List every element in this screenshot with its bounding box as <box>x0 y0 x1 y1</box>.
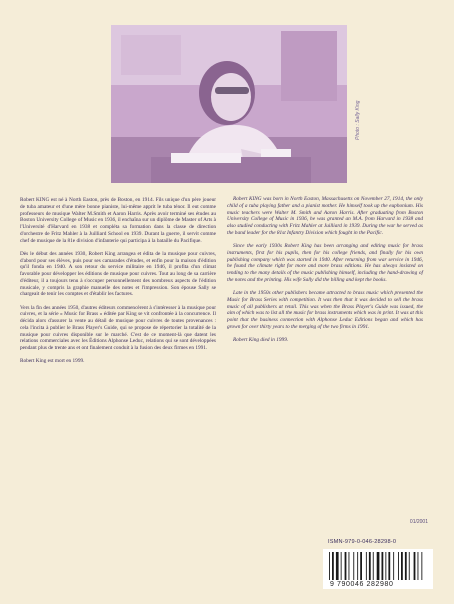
barcode-bar <box>398 552 399 580</box>
barcode-bar <box>393 552 394 580</box>
barcode-bar <box>329 552 330 580</box>
english-paragraph: Since the early 1930s Robert King has been arranging and editing music for brass instruments, first for his pupils, then for his college friends, and finally for his own publishing company which was started in 1940. After returning from war service in 1946, he found the climate right for more and more brass editions. He has always insisted on tending to the many details of the music publishing himself, including the hand-drawing of the notes and the printing. His wife Sally did the billing and kept the books. <box>227 243 423 283</box>
french-biography <box>20 197 216 372</box>
barcode-bar <box>409 552 410 580</box>
barcode-bar <box>341 552 342 580</box>
french-paragraph: Robert KING est né à North Easton, près de Boston, en 1914. Fils unique d'un père joueur de tuba amateur et d'une mère bonne pianiste, lui-même apprit le tuba ténor. Il eut comme professeurs de musique Walter M.Smith et Aaron Harris. Après avoir terminé ses études au Boston University College of Music en 1936, il enchaîna sur un diplôme de Master of Arts à l'Université d'Harvard en 1938 et compléta sa formation dans la classe de direction d'orchestre de Fritz Mahler à la Juilliard School en 1939. Durant la guerre, il servit comme chef de musique de la 81e division d'infanterie qui participa à la bataille du Pacifique. <box>20 197 216 244</box>
barcode-bar <box>421 552 422 580</box>
barcode-bar <box>418 552 419 580</box>
english-paragraph: Robert KING was born in North Easton, Massachusetts on November 27, 1914, the only child of a tuba playing father and a pianist mother. He himself took up the euphonium. His music teachers were Walter M. Smith and Aaron Harris. After graduating from Boston University College of Music in 1936, he was granted an M.A. from Harvard in 1938 and also studied conducting with Fritz Mahler at Juilliard in 1939. During the war he served as the band leader for the 81st Infantry Division which fought in the Pacific. <box>227 196 423 236</box>
barcode-bar <box>332 552 334 580</box>
barcode-bar <box>353 552 354 580</box>
photo-illustration <box>111 25 347 183</box>
barcode-bar <box>377 552 380 580</box>
barcode-bar <box>345 552 347 580</box>
barcode-bar <box>360 552 362 580</box>
english-biography <box>227 196 423 350</box>
english-paragraph: Robert King died in 1999. <box>233 337 289 343</box>
french-paragraph: Dès le début des années 1930, Robert King arrangea et édita de la musique pour cuivres, d'abord pour ses élèves, puis pour ses camarades d'études, et enfin pour la maison d'édition qu'il fonda en 1940. A son retour du service militaire en 1946, il profita d'un climat favorable pour développer les éditions de musique pour cuivres. Tout au long de sa carrière d'éditeur, il a toujours tenu à s'occuper personnellement des nombreux aspects de l'édition musicale, y compris la graphie manuelle des notes et l'impression. Son épouse Sally se chargeait de tenir les comptes et d'établir les factures. <box>20 250 216 298</box>
portrait-photo <box>111 25 347 183</box>
english-paragraph: Late in the 1950s other publishers became attracted to brass music which presented the Music for Brass Series with competition. It was then that it was decided to sell the brass music of all publishers at retail. This was when the Brass Player's Guide was issued, the aim of which was to list all the music for brass instruments which was in print. It was at this point that the business connection with Alphonse Leduc Editions began and which has grown for over thirty years to the merging of the two firms in 1991. <box>227 290 423 330</box>
barcode-bar <box>373 552 374 580</box>
barcode-bar <box>414 552 416 580</box>
barcode-bar <box>366 552 367 580</box>
french-paragraph: Robert King est mort en 1999. <box>20 358 85 365</box>
barcode-bar <box>388 552 390 580</box>
barcode-bar <box>385 552 386 580</box>
print-code: 01/2001 <box>409 519 428 525</box>
barcode-bar <box>382 552 384 580</box>
ismn-label: ISMN-979-0-046-28298-0 <box>328 539 397 545</box>
barcode-bar <box>401 552 403 580</box>
barcode-bar <box>349 552 350 580</box>
barcode-bar <box>369 552 371 580</box>
barcode-bar <box>336 552 339 580</box>
barcode-bar <box>405 552 407 580</box>
barcode-number: 9 790046 282980 <box>330 581 394 588</box>
french-paragraph: Vers la fin des années 1950, d'autres éditeurs commencèrent à s'intéresser à la musique pour cuivres, et la série « Music for Brass » éditée par King se vit confrontée à la concurrence. Il décida alors d'assurer la vente au détail de musique pour cuivres de toutes provenances : cela l'incita à publier le Brass Player's Guide, qui se propose de répertorier la totalité de la musique pour cuivres disponible sur le marché. C'est de ce moment-là que datent les relations commerciales avec les Éditions Alphonse Leduc, relations qui se sont développées pendant plus de trente ans et ont finalement conduit à la fusion des deux firmes en 1991. <box>20 304 216 351</box>
barcode-bar <box>357 552 358 580</box>
photo-credit: Photo : Sally King <box>355 100 361 140</box>
